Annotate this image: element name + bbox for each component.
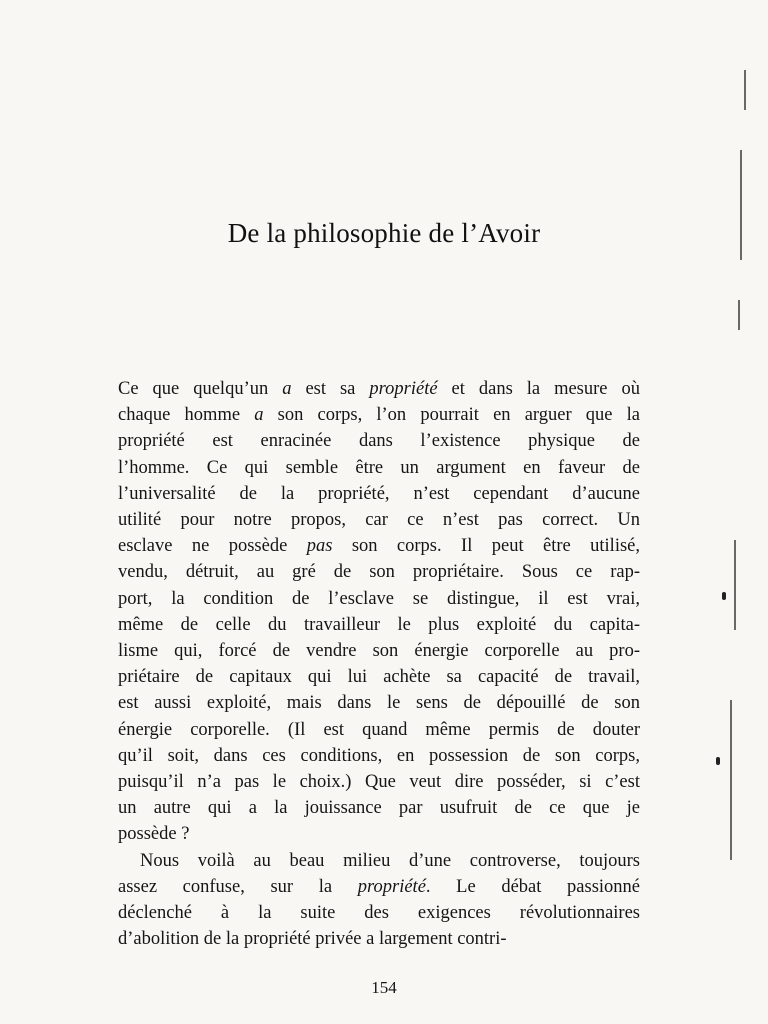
page-edge-shadow [738,300,740,330]
page-edge-shadow [734,540,736,630]
paragraph [118,848,640,953]
scan-speck [722,592,726,600]
text-line: vendu, détruit, au gré de son propriétaire. Sous ce rap- [118,562,640,583]
text-line: énergie corporelle. (Il est quand même permis de douter [118,719,640,740]
text-line: l’universalité de la propriété, n’est cependant d’aucune [118,483,640,504]
chapter-title: De la philosophie de l’Avoir [227,218,541,248]
scan-speck [716,757,720,765]
text-line: lisme qui, forcé de vendre son énergie corporelle au pro- [118,641,640,662]
page-edge-shadow [730,700,732,860]
text-line: priétaire de capitaux qui lui achète sa capacité de travail, [118,667,640,688]
text-line: propriété est enracinée dans l’existence physique de [118,431,640,452]
text-line: un autre qui a la jouissance par usufruit de ce que je [118,798,640,819]
text-line: qu’il soit, dans ces conditions, en possession de son corps, [118,745,640,766]
paragraph [118,376,640,848]
text-line: d’abolition de la propriété privée a largement contri- [118,929,507,950]
text-line: est aussi exploité, mais dans le sens de dépouillé de son [118,693,640,714]
italic-word: propriété [369,379,438,399]
text-line: puisqu’il n’a pas le choix.) Que veut dire posséder, si c’est [118,772,640,793]
text-line: même de celle du travailleur le plus exploité du capita- [118,614,640,635]
text-line: Ce que quelqu’un a est sa propriété et dans la mesure où [118,379,640,399]
text-line: utilité pour notre propos, car ce n’est pas correct. Un [118,510,640,531]
italic-word: propriété [357,876,426,897]
italic-word: a [254,405,264,426]
text-line: chaque homme a son corps, l’on pourrait en arguer que la [118,405,640,426]
text-line: esclave ne possède pas son corps. Il peut être utilisé, [118,536,640,557]
page-edge-shadow [744,70,746,110]
italic-word: a [282,379,292,399]
text-line: possède ? [118,824,190,845]
text-line: l’homme. Ce qui semble être un argument en faveur de [118,457,640,478]
page-number: 154 [371,978,397,997]
italic-word: pas [306,536,333,557]
text-line: Nous voilà au beau milieu d’une controverse, toujours [140,850,640,871]
text-line: port, la condition de l’esclave se distingue, il est vrai, [118,588,640,609]
body-text [118,376,640,952]
text-line: déclenché à la suite des exigences révolutionnaires [118,903,640,924]
text-line: assez confuse, sur la propriété. Le débat passionné [118,876,640,897]
